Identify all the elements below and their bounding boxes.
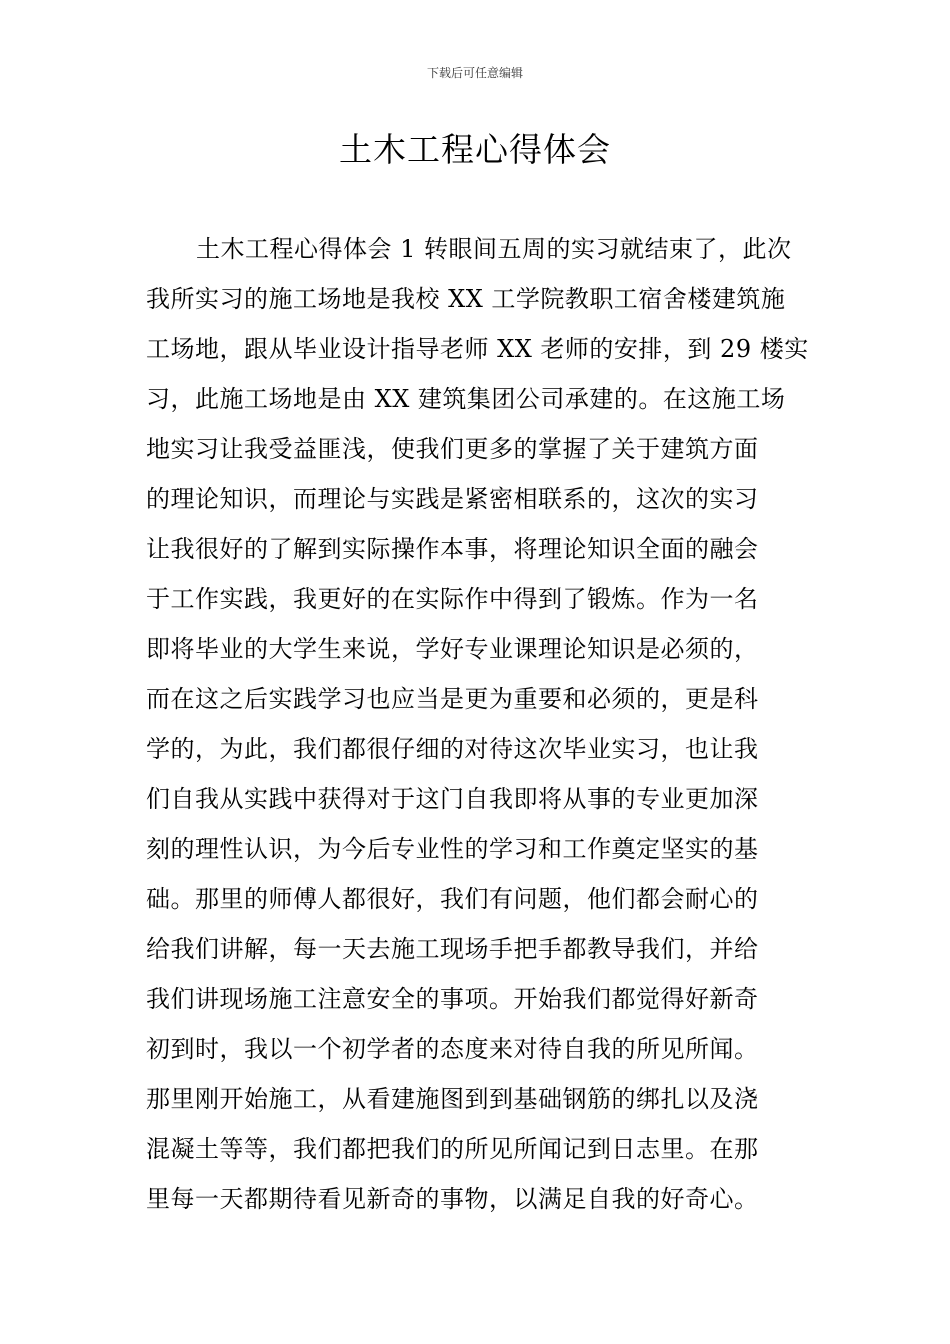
body-line: 而在这之后实践学习也应当是更为重要和必须的，更是科 — [146, 685, 759, 713]
body-line: 们自我从实践中获得对于这门自我即将从事的专业更加深 — [146, 785, 759, 813]
header-note: 下载后可任意编辑 — [426, 66, 523, 80]
body-line: 础。那里的师傅人都很好，我们有问题，他们都会耐心的 — [146, 885, 759, 913]
body-line: 里每一天都期待看见新奇的事物，以满足自我的好奇心。 — [146, 1185, 759, 1213]
body-line: 我们讲现场施工注意安全的事项。开始我们都觉得好新奇 — [146, 985, 759, 1013]
body-line: 那里刚开始施工，从看建施图到到基础钢筋的绑扎以及浇 — [146, 1085, 759, 1113]
document-title: 土木工程心得体会 — [339, 130, 611, 169]
body-line: 即将毕业的大学生来说，学好专业课理论知识是必须的， — [146, 635, 759, 663]
body-line: 土木工程心得体会 1 转眼间五周的实习就结束了，此次 — [196, 235, 792, 263]
document-body — [146, 224, 809, 1224]
body-line: 学的，为此，我们都很仔细的对待这次毕业实习，也让我 — [146, 735, 759, 763]
body-line: 混凝土等等，我们都把我们的所见所闻记到日志里。在那 — [146, 1135, 759, 1163]
body-line: 让我很好的了解到实际操作本事，将理论知识全面的融会 — [146, 535, 759, 563]
body-line: 于工作实践，我更好的在实际作中得到了锻炼。作为一名 — [146, 585, 759, 613]
body-line: 的理论知识，而理论与实践是紧密相联系的，这次的实习 — [146, 485, 759, 513]
body-line: 工场地，跟从毕业设计指导老师 XX 老师的安排，到 29 楼实 — [146, 335, 809, 363]
body-line: 初到时，我以一个初学者的态度来对待自我的所见所闻。 — [146, 1035, 759, 1063]
body-line: 地实习让我受益匪浅，使我们更多的掌握了关于建筑方面 — [146, 435, 759, 463]
body-line: 给我们讲解，每一天去施工现场手把手都教导我们，并给 — [146, 935, 759, 963]
body-line: 我所实习的施工场地是我校 XX 工学院教职工宿舍楼建筑施 — [146, 285, 786, 313]
body-line: 刻的理性认识，为今后专业性的学习和工作奠定坚实的基 — [146, 835, 759, 863]
body-line: 习，此施工场地是由 XX 建筑集团公司承建的。在这施工场 — [146, 385, 786, 413]
